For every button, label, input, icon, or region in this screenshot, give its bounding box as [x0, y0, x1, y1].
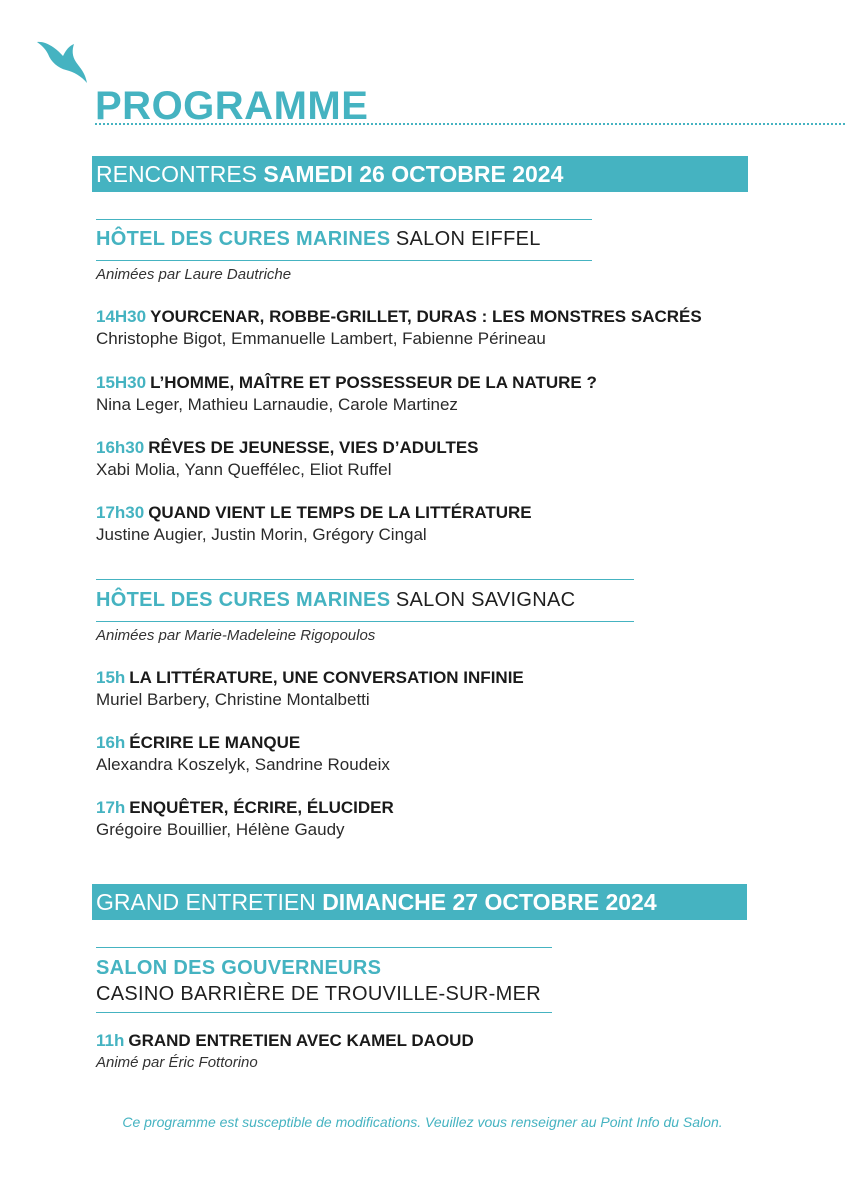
- venue2-heading: [96, 587, 575, 613]
- session-item: [96, 797, 394, 841]
- session-item: [96, 1030, 474, 1074]
- venue3-name: SALON DES GOUVERNEURS: [96, 957, 382, 979]
- session-title: L’HOMME, MAÎTRE ET POSSESSEUR DE LA NATURE ?: [150, 373, 597, 392]
- venue1-moderator: Animées par Laure Dautriche: [96, 266, 292, 283]
- session-title: RÊVES DE JEUNESSE, VIES D’ADULTES: [148, 438, 479, 457]
- session-item: [96, 732, 390, 776]
- footer-note: Ce programme est susceptible de modifications. Veuillez vous renseigner au Point Info du Salon.: [122, 1114, 723, 1130]
- session-speakers: Christophe Bigot, Emmanuelle Lambert, Fabienne Périneau: [96, 329, 546, 348]
- venue1-heading: [96, 226, 541, 252]
- session-speakers: Xabi Molia, Yann Queffélec, Eliot Ruffel: [96, 460, 392, 479]
- title-dotted-rule: [95, 123, 845, 125]
- day2-banner: [92, 884, 747, 920]
- session-time: 16h30: [96, 438, 145, 457]
- venue2-moderator: Animées par Marie-Madeleine Rigopoulos: [96, 627, 376, 644]
- session-speakers: Nina Leger, Mathieu Larnaudie, Carole Martinez: [96, 395, 458, 414]
- session-time: 16h: [96, 733, 126, 752]
- venue3-top-rule: [96, 947, 552, 948]
- venue1-name: HÔTEL DES CURES MARINES: [96, 228, 391, 250]
- page-title: PROGRAMME: [95, 84, 369, 128]
- venue2-bottom-rule: [96, 621, 634, 622]
- session-title: ÉCRIRE LE MANQUE: [129, 733, 301, 752]
- session-time: 17h: [96, 798, 126, 817]
- session-title: QUAND VIENT LE TEMPS DE LA LITTÉRATURE: [148, 503, 532, 522]
- session-item: [96, 437, 479, 481]
- session-title: ENQUÊTER, ÉCRIRE, ÉLUCIDER: [129, 798, 394, 817]
- session-speakers: Justine Augier, Justin Morin, Grégory Cingal: [96, 525, 427, 544]
- day2-banner-label: GRAND ENTRETIEN: [96, 889, 316, 915]
- venue2-room: SALON SAVIGNAC: [395, 589, 576, 611]
- venue3-location: CASINO BARRIÈRE DE TROUVILLE-SUR-MER: [96, 983, 541, 1005]
- session-time: 11h: [96, 1031, 125, 1050]
- session-speakers: Alexandra Koszelyk, Sandrine Roudeix: [96, 755, 390, 774]
- session-item: [96, 502, 532, 546]
- session-item: [96, 372, 597, 416]
- seagull-logo-icon: [36, 38, 88, 84]
- venue3-heading: [96, 955, 541, 1007]
- venue1-bottom-rule: [96, 260, 592, 261]
- session-time: 15h: [96, 668, 126, 687]
- session-title: YOURCENAR, ROBBE-GRILLET, DURAS : LES MONSTRES SACRÉS: [150, 307, 702, 326]
- session-speakers: Muriel Barbery, Christine Montalbetti: [96, 690, 370, 709]
- venue2-name: HÔTEL DES CURES MARINES: [96, 589, 391, 611]
- session-title: GRAND ENTRETIEN AVEC KAMEL DAOUD: [128, 1031, 474, 1050]
- venue1-room: SALON EIFFEL: [395, 228, 541, 250]
- session-time: 14H30: [96, 307, 147, 326]
- session-time: 17h30: [96, 503, 145, 522]
- day2-banner-date: DIMANCHE 27 OCTOBRE 2024: [322, 889, 657, 915]
- day1-banner: [92, 156, 748, 192]
- day1-banner-date: SAMEDI 26 OCTOBRE 2024: [263, 161, 564, 187]
- session-moderator: Animé par Éric Fottorino: [96, 1054, 258, 1071]
- session-time: 15H30: [96, 373, 147, 392]
- session-speakers: Grégoire Bouillier, Hélène Gaudy: [96, 820, 345, 839]
- venue3-bottom-rule: [96, 1012, 552, 1013]
- session-item: [96, 306, 702, 350]
- day1-banner-label: RENCONTRES: [96, 161, 258, 187]
- venue1-top-rule: [96, 219, 592, 220]
- session-item: [96, 667, 524, 711]
- session-title: LA LITTÉRATURE, UNE CONVERSATION INFINIE: [129, 668, 524, 687]
- venue2-top-rule: [96, 579, 634, 580]
